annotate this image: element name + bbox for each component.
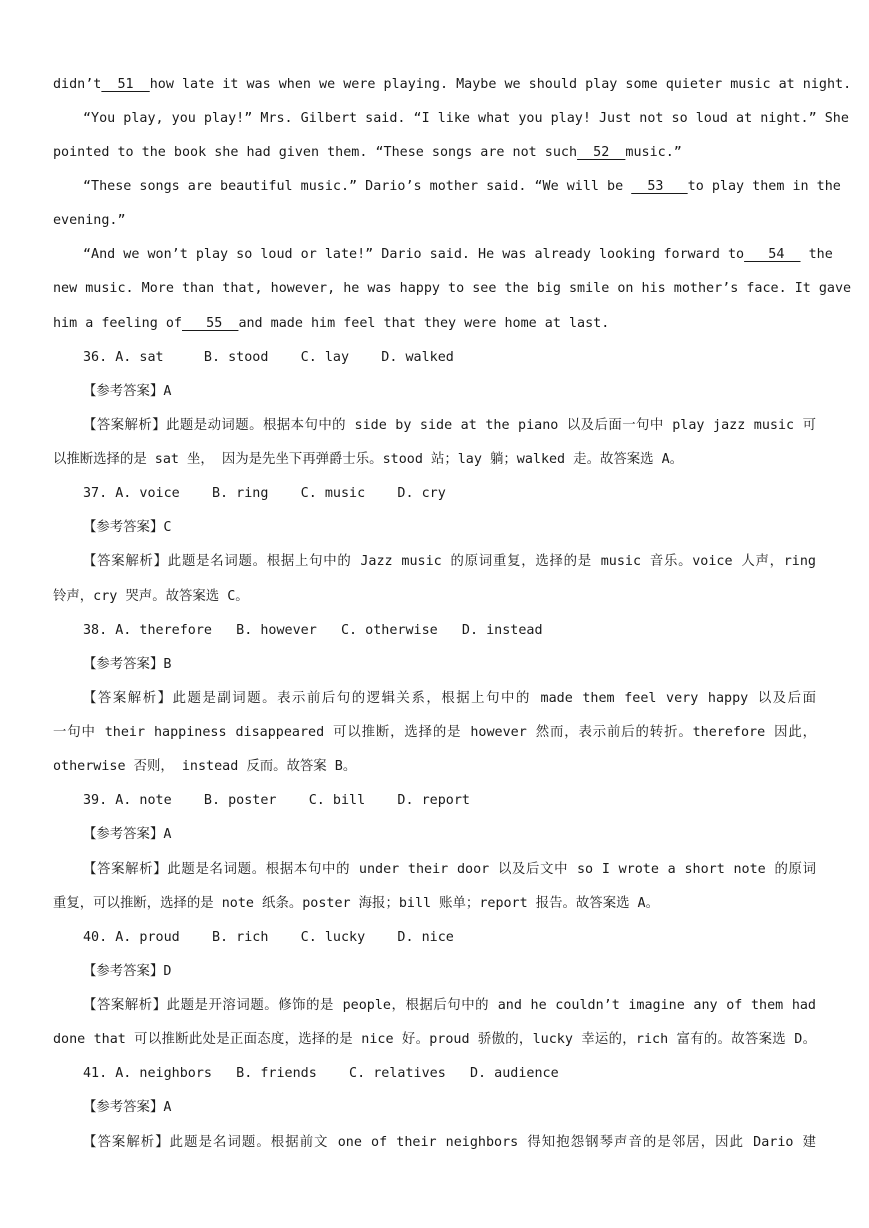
answer-37 xyxy=(83,518,816,538)
passage-line-4 xyxy=(83,177,841,197)
explanation-38-line-3 xyxy=(53,757,816,777)
question-36-options xyxy=(83,348,816,368)
text-segment: 【答案解析】此题是名词题。根据上句中的 Jazz music 的原词重复，选择的是 music 音乐。voice 人声，ring xyxy=(83,554,816,569)
passage-line-6 xyxy=(83,245,833,265)
passage-line-1 xyxy=(53,75,852,95)
explanation-40-line-1 xyxy=(83,996,816,1016)
explanation-39-line-1 xyxy=(83,860,816,880)
answer-40 xyxy=(83,962,816,982)
text-segment: 【答案解析】此题是动词题。根据本句中的 side by side at the piano 以及后面一句中 play jazz music 可 xyxy=(83,418,816,433)
text-segment: 37. A. voice B. ring C. music D. cry xyxy=(83,486,446,501)
text-segment: “These songs are beautiful music.” Dario’s mother said. “We will be xyxy=(83,179,632,194)
explanation-40-line-2 xyxy=(53,1030,816,1050)
answer-blank: 55 xyxy=(182,316,239,331)
text-segment: 【答案解析】此题是副词题。表示前后句的逻辑关系，根据上句中的 made them feel very happy 以及后面 xyxy=(83,691,816,706)
text-segment: the xyxy=(800,247,833,262)
text-segment: otherwise 否则， instead 反而。故答案 B。 xyxy=(53,759,357,774)
explanation-36-line-1 xyxy=(83,416,816,436)
answer-blank: 51 xyxy=(101,77,150,92)
answer-36 xyxy=(83,382,816,402)
question-40-options xyxy=(83,928,816,948)
text-segment: and made him feel that they were home at last. xyxy=(238,316,610,331)
text-segment: 38. A. therefore B. however C. otherwise D. instead xyxy=(83,623,543,638)
text-segment: to play them in the xyxy=(687,179,841,194)
explanation-37-line-2 xyxy=(53,587,816,607)
text-segment: evening.” xyxy=(53,213,126,228)
explanation-38-line-1 xyxy=(83,689,816,709)
text-segment: 41. A. neighbors B. friends C. relatives D. audience xyxy=(83,1066,559,1081)
answer-39 xyxy=(83,825,816,845)
text-segment: “You play, you play!” Mrs. Gilbert said. “I like what you play! Just not so loud at night.” She xyxy=(83,111,849,126)
text-segment: pointed to the book she had given them. “These songs are not such xyxy=(53,145,578,160)
text-segment: 【参考答案】D xyxy=(83,964,172,979)
explanation-39-line-2 xyxy=(53,894,816,914)
answer-blank: 54 xyxy=(744,247,801,262)
text-segment: 【参考答案】B xyxy=(83,657,172,672)
text-segment: 铃声，cry 哭声。故答案选 C。 xyxy=(53,589,249,604)
text-segment: 【答案解析】此题是名词题。根据前文 one of their neighbors 得知抱怨钢琴声音的是邻居，因此 Dario 建 xyxy=(83,1135,816,1150)
text-segment: done that 可以推断此处是正面态度，选择的是 nice 好。proud 骄傲的，lucky 幸运的，rich 富有的。故答案选 D。 xyxy=(53,1032,816,1047)
explanation-38-line-2 xyxy=(53,723,816,743)
question-37-options xyxy=(83,484,816,504)
text-segment: 【答案解析】此题是名词题。根据本句中的 under their door 以及后文中 so I wrote a short note 的原词 xyxy=(83,862,816,877)
text-segment: new music. More than that, however, he was happy to see the big smile on his mother’s face. It gave xyxy=(53,281,852,296)
passage-line-8 xyxy=(53,314,816,334)
passage-line-2 xyxy=(83,109,849,129)
text-segment: 【参考答案】A xyxy=(83,1100,172,1115)
passage-line-5 xyxy=(53,211,816,231)
passage-line-7 xyxy=(53,279,852,299)
explanation-37-line-1 xyxy=(83,552,816,572)
text-segment: 【答案解析】此题是开溶词题。修饰的是 people，根据后句中的 and he couldn’t imagine any of them had xyxy=(83,998,816,1013)
text-segment: 40. A. proud B. rich C. lucky D. nice xyxy=(83,930,454,945)
answer-blank: 53 xyxy=(631,179,688,194)
explanation-36-line-2 xyxy=(53,450,816,470)
question-39-options xyxy=(83,791,816,811)
answer-38 xyxy=(83,655,816,675)
text-segment: 36. A. sat B. stood C. lay D. walked xyxy=(83,350,454,365)
text-segment: music.” xyxy=(625,145,682,160)
explanation-41-line-1 xyxy=(83,1133,816,1153)
question-38-options xyxy=(83,621,816,641)
text-segment: 39. A. note B. poster C. bill D. report xyxy=(83,793,470,808)
question-41-options xyxy=(83,1064,816,1084)
text-segment: him a feeling of xyxy=(53,316,182,331)
text-segment: 【参考答案】C xyxy=(83,520,172,535)
answer-blank: 52 xyxy=(577,145,626,160)
passage-line-3 xyxy=(53,143,816,163)
text-segment: 【参考答案】A xyxy=(83,384,172,399)
text-segment: “And we won’t play so loud or late!” Dario said. He was already looking forward to xyxy=(83,247,745,262)
answer-41 xyxy=(83,1098,816,1118)
text-segment: didn’t xyxy=(53,77,102,92)
text-segment: how late it was when we were playing. Maybe we should play some quieter music at night. xyxy=(149,77,852,92)
text-segment: 一句中 their happiness disappeared 可以推断，选择的是 however 然而，表示前后的转折。therefore 因此， xyxy=(53,725,816,740)
text-segment: 重复，可以推断，选择的是 note 纸条。poster 海报；bill 账单；report 报告。故答案选 A。 xyxy=(53,896,659,911)
text-segment: 以推断选择的是 sat 坐， 因为是先坐下再弹爵士乐。stood 站；lay 躺；walked 走。故答案选 A。 xyxy=(53,452,684,467)
text-segment: 【参考答案】A xyxy=(83,827,172,842)
